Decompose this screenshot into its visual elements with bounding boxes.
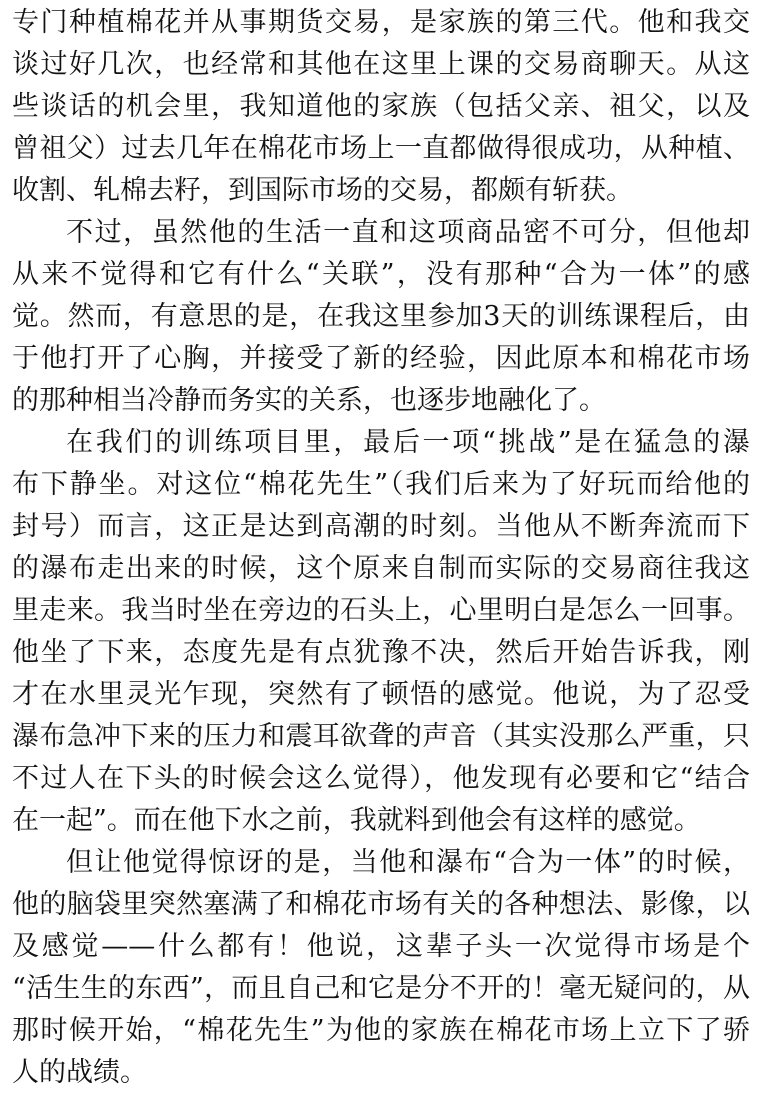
- text-line: 布下静坐。对这位“棉花先生”（我们后来为了好玩而给他的: [12, 469, 750, 500]
- text-line: 在我们的训练项目里，最后一项“挑战”是在猛急的瀑: [66, 427, 750, 458]
- text-line: 他的脑袋里突然塞满了和棉花市场有关的各种想法、影像，以: [12, 889, 750, 920]
- text-line: 谈过好几次，也经常和其他在这里上课的交易商聊天。从这: [12, 49, 750, 80]
- text-line: 里走来。我当时坐在旁边的石头上，心里明白是怎么一回事。: [12, 595, 750, 626]
- text-line: 觉。然而，有意思的是，在我这里参加3天的训练课程后，由: [12, 301, 750, 332]
- text-line: 在一起”。而在他下水之前，我就料到他会有这样的感觉。: [12, 805, 701, 836]
- text-line: 的那种相当冷静而务实的关系，也逐步地融化了。: [12, 385, 606, 416]
- text-line: 瀑布急冲下来的压力和震耳欲聋的声音（其实没那么严重，只: [12, 721, 750, 752]
- text-line: 专门种植棉花并从事期货交易，是家族的第三代。他和我交: [12, 7, 750, 38]
- text-line: “活生生的东西”，而且自己和它是分不开的！毫无疑问的，从: [12, 973, 750, 1004]
- text-line: 那时候开始，“棉花先生”为他的家族在棉花市场上立下了骄: [12, 1015, 750, 1046]
- text-line: 曾祖父）过去几年在棉花市场上一直都做得很成功，从种植、: [12, 133, 750, 164]
- text-line: 但让他觉得惊讶的是，当他和瀑布“合为一体”的时候，: [66, 847, 750, 878]
- text-line: 从来不觉得和它有什么“关联”，没有那种“合为一体”的感: [12, 259, 750, 290]
- text-line: 才在水里灵光乍现，突然有了顿悟的感觉。他说，为了忍受: [12, 679, 750, 710]
- text-line: 收割、轧棉去籽，到国际市场的交易，都颇有斩获。: [12, 175, 633, 206]
- text-line: 的瀑布走出来的时候，这个原来自制而实际的交易商往我这: [12, 553, 750, 584]
- text-line: 不过，虽然他的生活一直和这项商品密不可分，但他却: [66, 217, 750, 248]
- text-line: 人的战绩。: [12, 1057, 147, 1088]
- text-line: 些谈话的机会里，我知道他的家族（包括父亲、祖父，以及: [12, 91, 750, 122]
- text-line: 他坐了下来，态度先是有点犹豫不决，然后开始告诉我，刚: [12, 637, 750, 668]
- text-line: 于他打开了心胸，并接受了新的经验，因此原本和棉花市场: [12, 343, 750, 374]
- text-line: 及感觉——什么都有！他说，这辈子头一次觉得市场是个: [12, 931, 750, 962]
- text-line: 不过人在下头的时候会这么觉得），他发现有必要和它“结合: [12, 763, 750, 794]
- text-line: 封号）而言，这正是达到高潮的时刻。当他从不断奔流而下: [12, 511, 750, 542]
